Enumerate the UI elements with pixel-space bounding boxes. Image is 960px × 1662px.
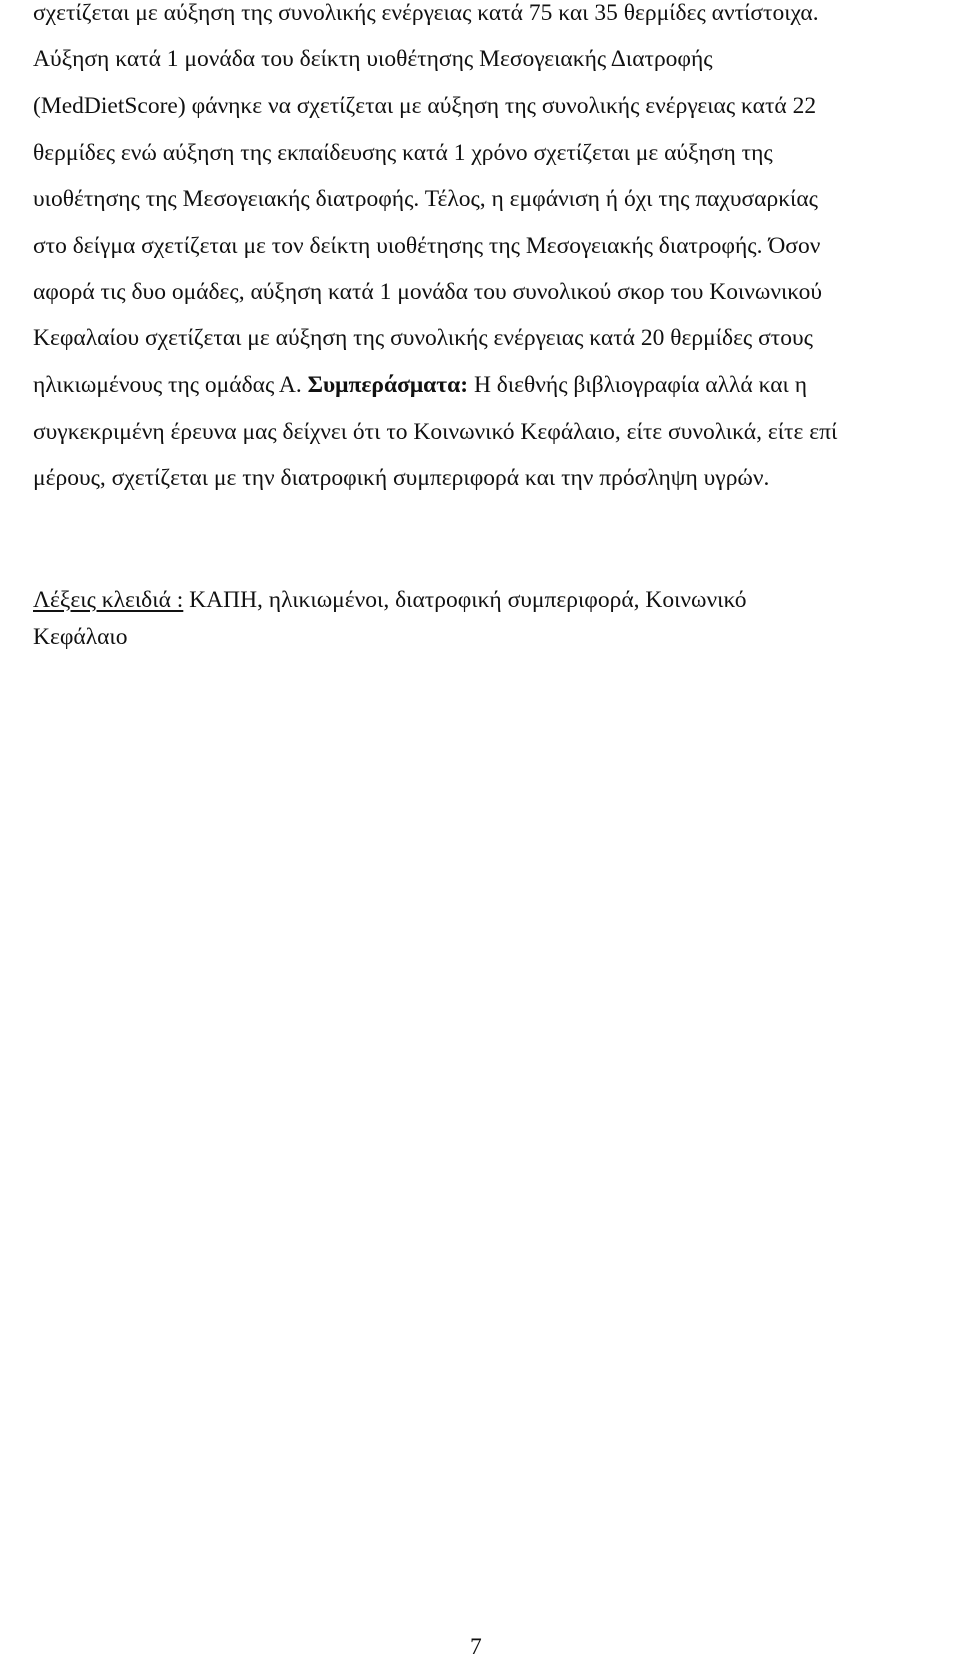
- abstract-line-9-text: ηλικιωμένους της ομάδας Α.: [33, 372, 308, 398]
- keywords-line-2: Κεφάλαιο: [33, 624, 128, 650]
- abstract-line-3: (MedDietScore) φάνηκε να σχετίζεται με αύξηση της συνολικής ενέργειας κατά 22: [33, 93, 817, 119]
- conclusions-text-start: Η διεθνής βιβλιογραφία αλλά και η: [468, 372, 808, 398]
- page-number: 7: [470, 1634, 482, 1660]
- abstract-line-7: αφορά τις δυο ομάδες, αύξηση κατά 1 μονάδα του συνολικού σκορ του Κοινωνικού: [33, 279, 823, 305]
- keywords-line-1: [33, 585, 747, 615]
- abstract-line-4: θερμίδες ενώ αύξηση της εκπαίδευσης κατά 1 χρόνο σχετίζεται με αύξηση της: [33, 140, 773, 166]
- abstract-line-5: υιοθέτησης της Μεσογειακής διατροφής. Τέλος, η εμφάνιση ή όχι της παχυσαρκίας: [33, 186, 818, 212]
- abstract-line-1: σχετίζεται με αύξηση της συνολικής ενέργειας κατά 75 και 35 θερμίδες αντίστοιχα.: [33, 0, 819, 26]
- abstract-line-8: Κεφαλαίου σχετίζεται με αύξηση της συνολικής ενέργειας κατά 20 θερμίδες στους: [33, 325, 813, 351]
- abstract-line-2: Αύξηση κατά 1 μονάδα του δείκτη υιοθέτησης Μεσογειακής Διατροφής: [33, 46, 713, 72]
- keywords-label: Λέξεις κλειδιά :: [33, 587, 184, 613]
- abstract-line-6: στο δείγμα σχετίζεται με τον δείκτη υιοθέτησης της Μεσογειακής διατροφής. Όσον: [33, 233, 821, 259]
- abstract-line-9: [33, 370, 807, 400]
- keywords-text: ΚΑΠΗ, ηλικιωμένοι, διατροφική συμπεριφορά, Κοινωνικό: [183, 587, 747, 613]
- abstract-line-10: συγκεκριμένη έρευνα μας δείχνει ότι το Κοινωνικό Κεφάλαιο, είτε συνολικά, είτε επί: [33, 419, 838, 445]
- conclusions-label: Συμπεράσματα:: [307, 372, 469, 398]
- abstract-line-11: μέρους, σχετίζεται με την διατροφική συμπεριφορά και την πρόσληψη υγρών.: [33, 465, 770, 491]
